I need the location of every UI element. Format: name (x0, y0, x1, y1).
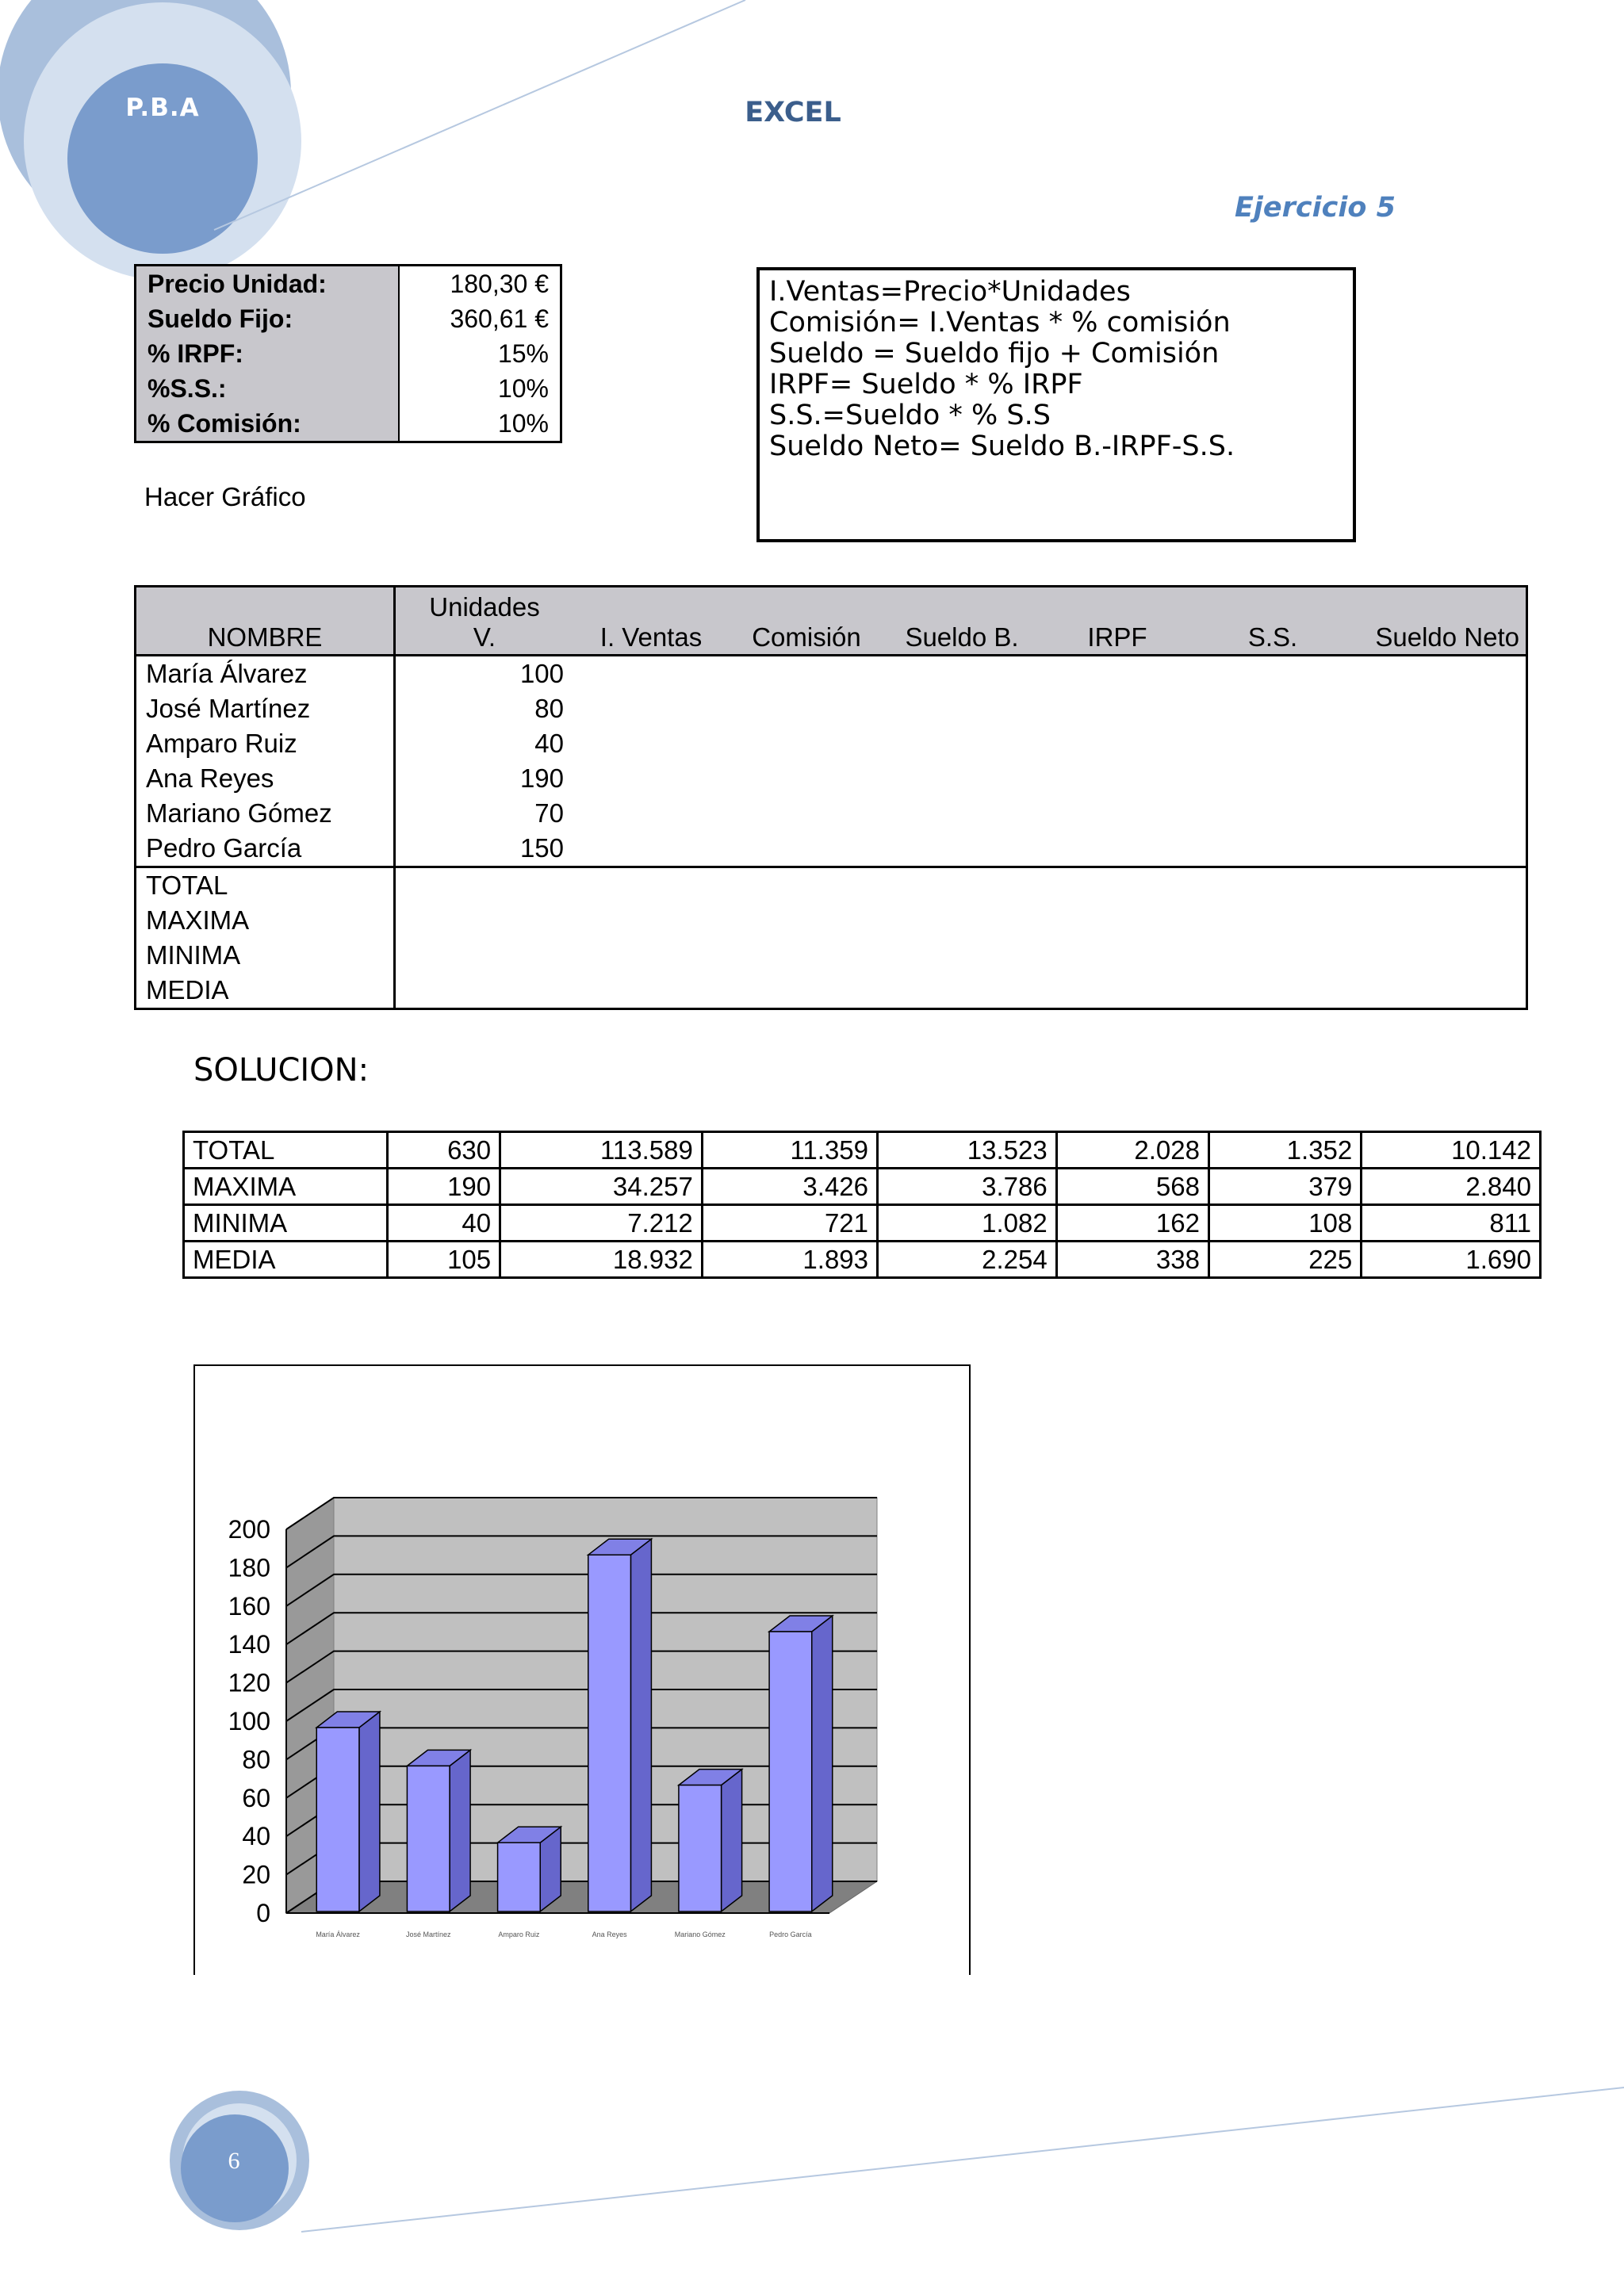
solution-cell: 811 (1362, 1205, 1541, 1242)
summary-label: MAXIMA (136, 903, 395, 938)
solution-label: MINIMA (184, 1205, 388, 1242)
y-tick-label: 80 (242, 1745, 270, 1774)
param-value: 10% (497, 373, 549, 403)
x-tick-label: Amparo Ruiz (498, 1931, 540, 1938)
chart-instruction: Hacer Gráfico (144, 482, 306, 511)
solution-cell: 108 (1208, 1205, 1361, 1242)
formula-box (756, 267, 1356, 542)
param-row (136, 336, 561, 371)
header-sueldo-b: Sueldo B. (884, 587, 1040, 656)
solution-row (184, 1205, 1541, 1242)
summary-row (136, 903, 1527, 938)
table-row (136, 656, 1527, 692)
bar (498, 1843, 541, 1911)
employee-name: Ana Reyes (136, 761, 395, 796)
solution-cell: 3.786 (878, 1169, 1057, 1205)
parameters-table (134, 264, 562, 443)
param-value: 10% (497, 408, 549, 438)
summary-label: MEDIA (136, 973, 395, 1009)
solution-cell: 721 (702, 1205, 877, 1242)
y-tick-label: 200 (228, 1515, 270, 1544)
formula-line: I.Ventas=Precio*Unidades (769, 276, 1131, 308)
solution-cell: 1.893 (702, 1242, 877, 1278)
param-label: % Comisión: (136, 406, 400, 442)
solution-cell: 113.589 (500, 1132, 703, 1169)
bar-side (450, 1750, 470, 1911)
header-ss: S.S. (1195, 587, 1350, 656)
y-tick-label: 0 (256, 1899, 270, 1927)
x-tick-label: Pedro García (769, 1931, 812, 1938)
param-label: Precio Unidad: (136, 266, 400, 302)
x-tick-label: María Álvarez (316, 1931, 360, 1938)
header-comision: Comisión (729, 587, 884, 656)
footer-line (301, 2087, 1624, 2232)
bar-side (630, 1539, 651, 1911)
bar-side (722, 1770, 742, 1911)
summary-label: MINIMA (136, 938, 395, 973)
table-row (136, 796, 1527, 831)
y-tick-label: 60 (242, 1783, 270, 1812)
table-row (136, 691, 1527, 726)
x-tick-label: Ana Reyes (592, 1931, 627, 1938)
y-tick-label: 100 (228, 1707, 270, 1735)
header-title: EXCEL (745, 97, 841, 128)
table-row (136, 726, 1527, 761)
bar (769, 1632, 812, 1911)
bar (679, 1785, 722, 1911)
solution-cell: 10.142 (1362, 1132, 1541, 1169)
solution-row (184, 1242, 1541, 1278)
formula-line: Sueldo Neto= Sueldo B.-IRPF-S.S. (769, 430, 1235, 462)
bar (588, 1555, 631, 1911)
employee-name: Mariano Gómez (136, 796, 395, 831)
page-number: 6 (228, 2148, 240, 2174)
solution-cell: 105 (388, 1242, 500, 1278)
solution-cell: 3.426 (702, 1169, 877, 1205)
units-chart (193, 1364, 971, 1975)
param-label: %S.S.: (136, 371, 400, 406)
solution-cell: 190 (388, 1169, 500, 1205)
bar-side (812, 1616, 833, 1911)
table-row (136, 831, 1527, 867)
employee-units: 100 (519, 659, 564, 688)
solution-cell: 2.840 (1362, 1169, 1541, 1205)
employee-units: 150 (519, 833, 564, 863)
param-value: 180,30 € (450, 269, 549, 298)
employee-units: 70 (534, 798, 564, 828)
header-ventas: I. Ventas (573, 587, 729, 656)
formula-line: Sueldo = Sueldo fijo + Comisión (769, 338, 1220, 369)
bar (407, 1766, 450, 1911)
header-irpf: IRPF (1040, 587, 1195, 656)
formula-line: Comisión= I.Ventas * % comisión (769, 307, 1231, 339)
solution-cell: 13.523 (878, 1132, 1057, 1169)
param-row (136, 266, 561, 302)
header-sueldo-neto: Sueldo Neto (1350, 587, 1527, 656)
employee-name: María Álvarez (136, 656, 395, 692)
bar (316, 1728, 359, 1911)
employee-name: José Martínez (136, 691, 395, 726)
solution-cell: 568 (1056, 1169, 1208, 1205)
employees-header-row (136, 587, 1527, 656)
employee-units: 190 (519, 763, 564, 793)
y-tick-label: 140 (228, 1630, 270, 1659)
header-unidades (395, 587, 574, 656)
header-nombre: NOMBRE (136, 587, 395, 656)
x-tick-label: José Martínez (405, 1931, 451, 1938)
summary-row (136, 938, 1527, 973)
header-unidades-line2: V. (473, 622, 496, 652)
solution-cell: 7.212 (500, 1205, 703, 1242)
solution-label: MEDIA (184, 1242, 388, 1278)
solution-cell: 2.028 (1056, 1132, 1208, 1169)
solution-cell: 11.359 (702, 1132, 877, 1169)
employee-units: 40 (534, 729, 564, 758)
solution-cell: 1.690 (1362, 1242, 1541, 1278)
formula-line: IRPF= Sueldo * % IRPF (769, 369, 1083, 400)
y-tick-label: 160 (228, 1591, 270, 1621)
solution-label: MAXIMA (184, 1169, 388, 1205)
summary-row (136, 973, 1527, 1009)
solution-cell: 1.082 (878, 1205, 1057, 1242)
solution-cell: 18.932 (500, 1242, 703, 1278)
employee-name: Pedro García (136, 831, 395, 867)
solution-cell: 162 (1056, 1205, 1208, 1242)
solution-table (182, 1131, 1542, 1279)
header-unidades-line1: Unidades (429, 592, 540, 622)
employee-units: 80 (534, 694, 564, 723)
y-tick-label: 40 (242, 1822, 270, 1851)
solution-cell: 1.352 (1208, 1132, 1361, 1169)
param-label: % IRPF: (136, 336, 400, 371)
param-row (136, 301, 561, 336)
param-label: Sueldo Fijo: (136, 301, 400, 336)
y-tick-label: 180 (228, 1553, 270, 1582)
solution-cell: 630 (388, 1132, 500, 1169)
bar-side (359, 1712, 380, 1911)
solution-heading: SOLUCION: (193, 1052, 370, 1089)
y-tick-label: 120 (228, 1668, 270, 1697)
solution-cell: 379 (1208, 1169, 1361, 1205)
solution-cell: 225 (1208, 1242, 1361, 1278)
param-row (136, 406, 561, 442)
param-row (136, 371, 561, 406)
formula-line: S.S.=Sueldo * % S.S (769, 400, 1051, 431)
solution-row (184, 1132, 1541, 1169)
y-tick-label: 20 (242, 1860, 270, 1889)
header-circle-inner (67, 63, 258, 254)
summary-row (136, 867, 1527, 904)
exercise-title: Ejercicio 5 (1235, 192, 1396, 224)
employees-table (134, 585, 1528, 1010)
table-row (136, 761, 1527, 796)
param-value: 360,61 € (450, 304, 549, 333)
solution-cell: 338 (1056, 1242, 1208, 1278)
solution-cell: 34.257 (500, 1169, 703, 1205)
param-value: 15% (497, 339, 549, 368)
logo-text: P.B.A (125, 94, 200, 122)
solution-row (184, 1169, 1541, 1205)
summary-label: TOTAL (136, 867, 395, 904)
employee-name: Amparo Ruiz (136, 726, 395, 761)
solution-label: TOTAL (184, 1132, 388, 1169)
solution-cell: 40 (388, 1205, 500, 1242)
x-tick-label: Mariano Gómez (674, 1931, 726, 1938)
solution-cell: 2.254 (878, 1242, 1057, 1278)
chart-svg (195, 1366, 969, 1975)
